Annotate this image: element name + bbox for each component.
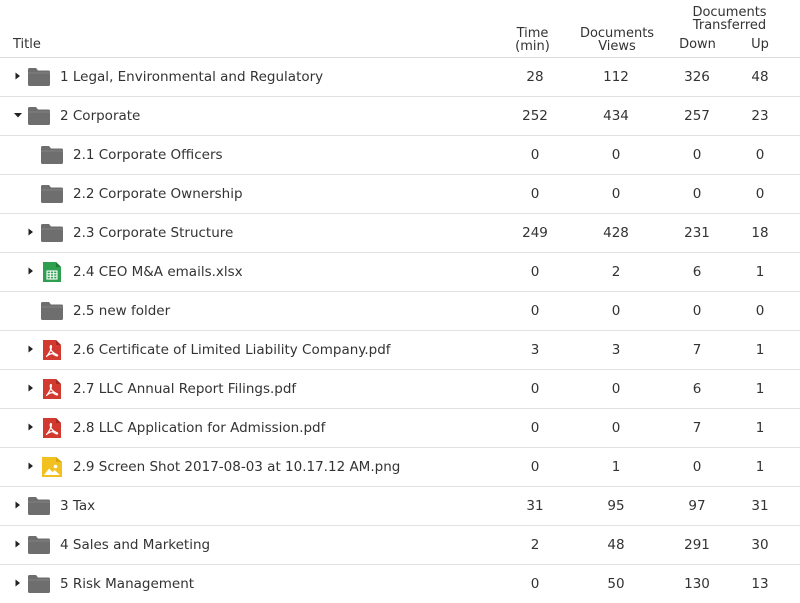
row-time: 0 — [530, 459, 540, 475]
pdf-icon — [40, 378, 64, 400]
table-row[interactable] — [0, 97, 800, 136]
row-time: 252 — [522, 108, 548, 124]
table-row[interactable] — [0, 526, 800, 565]
expand-caret-icon[interactable] — [25, 460, 37, 472]
row-title[interactable]: 2.8 LLC Application for Admission.pdf — [73, 420, 326, 436]
row-down: 7 — [692, 342, 702, 358]
row-views: 0 — [611, 381, 621, 397]
column-header-time[interactable] — [505, 27, 560, 53]
row-views: 112 — [603, 69, 629, 85]
table-row[interactable] — [0, 253, 800, 292]
row-up: 48 — [751, 69, 769, 85]
row-views: 434 — [603, 108, 629, 124]
expand-caret-icon[interactable] — [12, 577, 24, 589]
column-header-document-views[interactable] — [572, 27, 662, 53]
expand-caret-icon[interactable] — [25, 382, 37, 394]
row-up: 18 — [751, 225, 769, 241]
row-up: 30 — [751, 537, 769, 553]
row-down: 97 — [688, 498, 706, 514]
row-views: 0 — [611, 186, 621, 202]
folder-icon — [40, 300, 64, 322]
row-up: 23 — [751, 108, 769, 124]
row-down: 6 — [692, 381, 702, 397]
folder-icon — [27, 495, 51, 517]
row-time: 249 — [522, 225, 548, 241]
column-header-time-line1: Time — [516, 26, 549, 41]
row-time: 0 — [530, 576, 540, 592]
row-title[interactable]: 2.4 CEO M&A emails.xlsx — [73, 264, 243, 280]
expand-caret-icon[interactable] — [25, 421, 37, 433]
row-down: 257 — [684, 108, 710, 124]
row-time: 0 — [530, 420, 540, 436]
row-time: 0 — [530, 381, 540, 397]
table-row[interactable] — [0, 370, 800, 409]
row-up: 0 — [755, 147, 765, 163]
spreadsheet-icon — [40, 261, 64, 283]
row-time: 0 — [530, 303, 540, 319]
table-row[interactable] — [0, 292, 800, 331]
row-title[interactable]: 2.5 new folder — [73, 303, 171, 319]
table-row[interactable] — [0, 409, 800, 448]
row-up: 1 — [755, 459, 765, 475]
row-views: 0 — [611, 420, 621, 436]
row-time: 0 — [530, 186, 540, 202]
column-header-transferred-line1: Documents — [692, 5, 767, 20]
row-views: 3 — [611, 342, 621, 358]
table-header — [0, 0, 800, 58]
expand-caret-icon[interactable] — [12, 499, 24, 511]
folder-icon — [40, 183, 64, 205]
row-time: 3 — [530, 342, 540, 358]
row-title[interactable]: 2.3 Corporate Structure — [73, 225, 234, 241]
column-header-down[interactable]: Down — [679, 37, 716, 52]
row-up: 1 — [755, 381, 765, 397]
row-down: 6 — [692, 264, 702, 280]
column-header-transferred-line2: Transferred — [692, 18, 767, 33]
row-title[interactable]: 2.6 Certificate of Limited Liability Company.pdf — [73, 342, 391, 358]
row-up: 13 — [751, 576, 769, 592]
row-down: 231 — [684, 225, 710, 241]
table-row[interactable] — [0, 331, 800, 370]
row-views: 0 — [611, 303, 621, 319]
row-up: 1 — [755, 342, 765, 358]
expand-caret-icon[interactable] — [12, 538, 24, 550]
row-views: 95 — [607, 498, 625, 514]
row-title[interactable]: 3 Tax — [60, 498, 96, 514]
row-up: 31 — [751, 498, 769, 514]
expand-caret-icon[interactable] — [12, 70, 24, 82]
table-row[interactable] — [0, 448, 800, 487]
row-title[interactable]: 1 Legal, Environmental and Regulatory — [60, 69, 324, 85]
row-time: 31 — [526, 498, 544, 514]
row-title[interactable]: 5 Risk Management — [60, 576, 195, 592]
pdf-icon — [40, 417, 64, 439]
table-body — [0, 58, 800, 603]
row-down: 291 — [684, 537, 710, 553]
collapse-caret-icon[interactable] — [12, 109, 24, 121]
row-title[interactable]: 2.7 LLC Annual Report Filings.pdf — [73, 381, 297, 397]
column-header-title[interactable]: Title — [13, 37, 41, 52]
row-title[interactable]: 4 Sales and Marketing — [60, 537, 211, 553]
row-up: 1 — [755, 420, 765, 436]
table-row[interactable] — [0, 175, 800, 214]
row-up: 0 — [755, 303, 765, 319]
row-views: 1 — [611, 459, 621, 475]
row-time: 0 — [530, 264, 540, 280]
row-views: 48 — [607, 537, 625, 553]
row-title[interactable]: 2 Corporate — [60, 108, 141, 124]
table-row[interactable] — [0, 487, 800, 526]
column-header-views-line1: Documents — [579, 26, 655, 41]
row-time: 0 — [530, 147, 540, 163]
row-title[interactable]: 2.1 Corporate Officers — [73, 147, 223, 163]
folder-icon — [27, 573, 51, 595]
expand-caret-icon[interactable] — [25, 265, 37, 277]
column-header-views-line2: Views — [598, 39, 636, 54]
pdf-icon — [40, 339, 64, 361]
column-header-time-line2: (min) — [515, 39, 550, 54]
row-views: 2 — [611, 264, 621, 280]
expand-caret-icon[interactable] — [25, 226, 37, 238]
row-down: 326 — [684, 69, 710, 85]
table-row[interactable] — [0, 565, 800, 603]
expand-caret-icon[interactable] — [25, 343, 37, 355]
row-up: 1 — [755, 264, 765, 280]
row-views: 50 — [607, 576, 625, 592]
folder-icon — [40, 222, 64, 244]
table-row[interactable] — [0, 214, 800, 253]
folder-icon — [27, 66, 51, 88]
row-down: 0 — [692, 147, 702, 163]
table-row[interactable] — [0, 136, 800, 175]
row-title[interactable]: 2.9 Screen Shot 2017-08-03 at 10.17.12 AM.png — [73, 459, 401, 475]
row-down: 0 — [692, 303, 702, 319]
folder-icon — [27, 105, 51, 127]
row-down: 0 — [692, 459, 702, 475]
column-header-documents-transferred — [672, 6, 787, 32]
folder-icon — [40, 144, 64, 166]
row-down: 130 — [684, 576, 710, 592]
image-file-icon — [40, 456, 64, 478]
row-up: 0 — [755, 186, 765, 202]
row-time: 28 — [526, 69, 544, 85]
row-views: 428 — [603, 225, 629, 241]
row-down: 0 — [692, 186, 702, 202]
row-time: 2 — [530, 537, 540, 553]
table-row[interactable] — [0, 58, 800, 97]
folder-icon — [27, 534, 51, 556]
row-title[interactable]: 2.2 Corporate Ownership — [73, 186, 243, 202]
row-down: 7 — [692, 420, 702, 436]
column-header-up[interactable]: Up — [751, 37, 769, 52]
row-views: 0 — [611, 147, 621, 163]
